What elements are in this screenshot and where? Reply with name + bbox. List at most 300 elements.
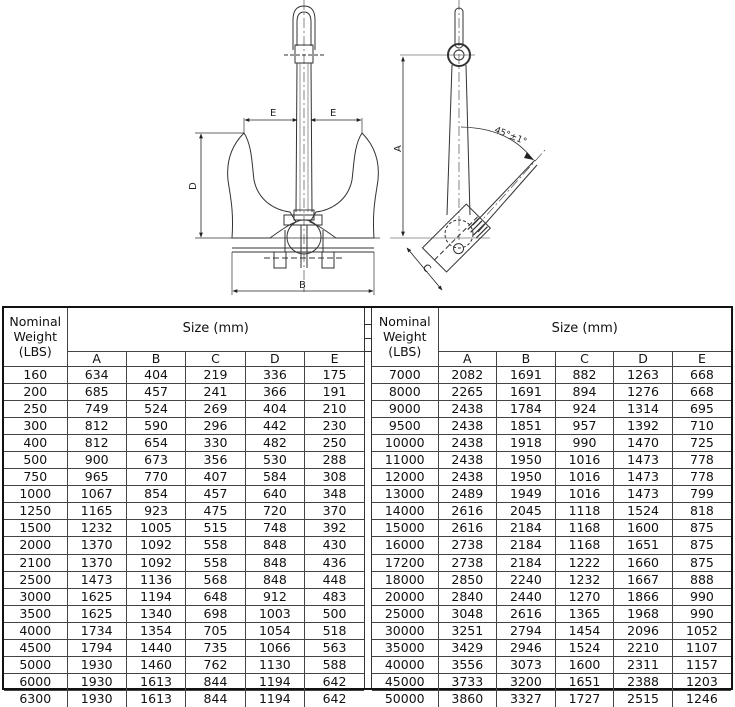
size-cell-b: 2184 [497, 554, 556, 571]
size-cell-e: 778 [672, 451, 731, 468]
size-cell-a: 2438 [438, 400, 497, 417]
size-cell-a: 2489 [438, 486, 497, 503]
nominal-weight-cell: 5000 [4, 657, 67, 674]
table-row [372, 588, 731, 605]
size-cell-e: 778 [672, 469, 731, 486]
table-row [4, 469, 364, 486]
size-cell-b: 1136 [126, 571, 185, 588]
size-cell-b: 1784 [497, 400, 556, 417]
size-cell-c: 1016 [555, 469, 614, 486]
size-cell-b: 770 [126, 469, 185, 486]
size-cell-c: 882 [555, 366, 614, 383]
size-cell-a: 685 [67, 383, 126, 400]
nominal-weight-cell: 2000 [4, 537, 67, 554]
nominal-weight-cell: 18000 [372, 571, 438, 588]
size-cell-e: 191 [305, 383, 364, 400]
nominal-weight-cell: 13000 [372, 486, 438, 503]
size-cell-b: 1950 [497, 469, 556, 486]
size-cell-b: 923 [126, 503, 185, 520]
size-cell-e: 308 [305, 469, 364, 486]
nominal-weight-header [4, 308, 67, 366]
size-cell-e: 370 [305, 503, 364, 520]
size-cell-d: 640 [245, 486, 304, 503]
size-cell-e: 990 [672, 605, 731, 622]
size-cell-c: 1454 [555, 622, 614, 639]
size-cell-b: 2946 [497, 640, 556, 657]
table-row [4, 588, 364, 605]
table-row [372, 469, 731, 486]
right-rows-body [372, 366, 731, 707]
size-cell-b: 1613 [126, 674, 185, 691]
size-cell-d: 1968 [614, 605, 673, 622]
size-cell-e: 175 [305, 366, 364, 383]
nominal-line-3: (LBS) [18, 344, 52, 360]
nominal-weight-cell: 2100 [4, 554, 67, 571]
size-cell-d: 1660 [614, 554, 673, 571]
size-cell-b: 2794 [497, 622, 556, 639]
size-cell-e: 990 [672, 588, 731, 605]
nominal-weight-cell: 250 [4, 400, 67, 417]
size-cell-e: 230 [305, 417, 364, 434]
size-cell-c: 1727 [555, 691, 614, 707]
nominal-weight-cell: 160 [4, 366, 67, 383]
size-cell-d: 2388 [614, 674, 673, 691]
left-rows-body [4, 366, 364, 707]
separator-tick [365, 324, 371, 325]
size-cell-d: 404 [245, 400, 304, 417]
table-row [372, 674, 731, 691]
dimension-d-label: D [188, 182, 199, 190]
size-cell-d: 1473 [614, 486, 673, 503]
size-cell-a: 1473 [67, 571, 126, 588]
nominal-weight-cell: 6300 [4, 691, 67, 707]
size-cell-b: 2240 [497, 571, 556, 588]
size-cell-b: 1092 [126, 537, 185, 554]
column-header-c: C [186, 351, 245, 366]
nominal-weight-cell: 17200 [372, 554, 438, 571]
size-cell-d: 848 [245, 554, 304, 571]
size-cell-a: 1930 [67, 691, 126, 707]
size-cell-d: 1194 [245, 691, 304, 707]
size-cell-e: 500 [305, 605, 364, 622]
separator-tick [365, 338, 371, 339]
size-cell-a: 2438 [438, 434, 497, 451]
size-cell-e: 563 [305, 640, 364, 657]
column-header-a: A [438, 351, 497, 366]
nominal-weight-cell: 11000 [372, 451, 438, 468]
table-row [372, 383, 731, 400]
size-cell-d: 1524 [614, 503, 673, 520]
table-row [372, 640, 731, 657]
table-row [372, 554, 731, 571]
size-cell-d: 1314 [614, 400, 673, 417]
size-cell-d: 2515 [614, 691, 673, 707]
table-row [4, 366, 364, 383]
column-header-d: D [614, 351, 673, 366]
size-cell-d: 1392 [614, 417, 673, 434]
size-cell-e: 799 [672, 486, 731, 503]
size-cell-a: 3429 [438, 640, 497, 657]
size-cell-c: 924 [555, 400, 614, 417]
size-cell-e: 725 [672, 434, 731, 451]
nominal-weight-cell: 12000 [372, 469, 438, 486]
table-row [372, 400, 731, 417]
size-cell-c: 705 [186, 622, 245, 639]
table-row [372, 571, 731, 588]
size-cell-a: 1067 [67, 486, 126, 503]
size-cell-c: 1016 [555, 451, 614, 468]
table-right-half [372, 308, 731, 707]
table-row [372, 434, 731, 451]
size-cell-b: 1092 [126, 554, 185, 571]
table-row [372, 486, 731, 503]
size-cell-b: 1851 [497, 417, 556, 434]
table-row [372, 605, 731, 622]
nominal-weight-cell: 4000 [4, 622, 67, 639]
size-cell-c: 515 [186, 520, 245, 537]
table-row [372, 451, 731, 468]
size-cell-d: 912 [245, 588, 304, 605]
size-cell-d: 1667 [614, 571, 673, 588]
size-cell-a: 2265 [438, 383, 497, 400]
nominal-weight-cell: 7000 [372, 366, 438, 383]
size-cell-c: 356 [186, 451, 245, 468]
nominal-weight-cell: 15000 [372, 520, 438, 537]
table-row [4, 554, 364, 571]
nominal-weight-cell: 300 [4, 417, 67, 434]
size-cell-d: 366 [245, 383, 304, 400]
size-cell-b: 1440 [126, 640, 185, 657]
column-header-e: E [672, 351, 731, 366]
size-cell-a: 2738 [438, 554, 497, 571]
table-row [372, 657, 731, 674]
size-cell-e: 668 [672, 366, 731, 383]
size-cell-b: 3200 [497, 674, 556, 691]
table-row [4, 657, 364, 674]
size-cell-c: 648 [186, 588, 245, 605]
size-cell-c: 1222 [555, 554, 614, 571]
size-cell-c: 957 [555, 417, 614, 434]
size-group-header: Size (mm) [67, 308, 364, 351]
size-cell-b: 2184 [497, 537, 556, 554]
size-cell-e: 348 [305, 486, 364, 503]
size-cell-c: 1118 [555, 503, 614, 520]
size-cell-d: 336 [245, 366, 304, 383]
nominal-weight-cell: 400 [4, 434, 67, 451]
size-cell-c: 894 [555, 383, 614, 400]
size-cell-c: 219 [186, 366, 245, 383]
size-cell-a: 812 [67, 434, 126, 451]
nominal-weight-cell: 200 [4, 383, 67, 400]
size-cell-a: 1625 [67, 605, 126, 622]
nominal-weight-cell: 4500 [4, 640, 67, 657]
size-cell-e: 818 [672, 503, 731, 520]
size-cell-d: 748 [245, 520, 304, 537]
size-cell-d: 1263 [614, 366, 673, 383]
size-cell-c: 457 [186, 486, 245, 503]
table-row [372, 503, 731, 520]
dimension-c-label: C [419, 262, 433, 276]
size-cell-c: 844 [186, 674, 245, 691]
size-cell-e: 436 [305, 554, 364, 571]
size-cell-a: 2438 [438, 451, 497, 468]
size-cell-e: 1052 [672, 622, 731, 639]
table-row [372, 366, 731, 383]
column-header-b: B [126, 351, 185, 366]
size-cell-a: 3048 [438, 605, 497, 622]
size-cell-b: 1613 [126, 691, 185, 707]
column-header-e: E [305, 351, 364, 366]
dimension-e-left-label: E [270, 108, 277, 119]
nominal-line-3: (LBS) [388, 344, 422, 360]
table-row [4, 400, 364, 417]
size-cell-b: 1354 [126, 622, 185, 639]
separator-tick [365, 351, 371, 352]
table-row [4, 674, 364, 691]
size-cell-a: 2438 [438, 469, 497, 486]
size-cell-b: 1691 [497, 366, 556, 383]
nominal-weight-cell: 45000 [372, 674, 438, 691]
size-cell-e: 1157 [672, 657, 731, 674]
table-row [372, 537, 731, 554]
size-cell-a: 1370 [67, 537, 126, 554]
size-cell-e: 1203 [672, 674, 731, 691]
size-cell-c: 1232 [555, 571, 614, 588]
size-cell-e: 888 [672, 571, 731, 588]
nominal-weight-cell: 750 [4, 469, 67, 486]
table-row [372, 691, 731, 707]
nominal-weight-cell: 9500 [372, 417, 438, 434]
table-row [4, 451, 364, 468]
nominal-weight-cell: 3500 [4, 605, 67, 622]
dimension-b-label: B [299, 280, 306, 291]
size-cell-d: 848 [245, 571, 304, 588]
table-row [4, 503, 364, 520]
nominal-line-1: Nominal [378, 314, 431, 330]
size-cell-d: 1473 [614, 469, 673, 486]
table-row [4, 571, 364, 588]
table-row [4, 691, 364, 707]
anchor-technical-drawing [0, 0, 735, 300]
size-cell-c: 558 [186, 554, 245, 571]
nominal-weight-header [372, 308, 438, 366]
nominal-weight-cell: 2500 [4, 571, 67, 588]
nominal-weight-cell: 25000 [372, 605, 438, 622]
size-cell-e: 392 [305, 520, 364, 537]
nominal-weight-cell: 50000 [372, 691, 438, 707]
size-cell-a: 2082 [438, 366, 497, 383]
size-cell-d: 2096 [614, 622, 673, 639]
size-cell-b: 2184 [497, 520, 556, 537]
nominal-weight-cell: 6000 [4, 674, 67, 691]
size-cell-a: 1232 [67, 520, 126, 537]
size-cell-e: 210 [305, 400, 364, 417]
column-header-a: A [67, 351, 126, 366]
nominal-weight-cell: 9000 [372, 400, 438, 417]
size-cell-a: 1625 [67, 588, 126, 605]
angle-label: 45°±1° [492, 125, 528, 148]
size-cell-c: 1168 [555, 537, 614, 554]
size-cell-e: 250 [305, 434, 364, 451]
size-cell-d: 1470 [614, 434, 673, 451]
nominal-line-1: Nominal [9, 314, 62, 330]
size-cell-d: 1651 [614, 537, 673, 554]
size-cell-b: 3327 [497, 691, 556, 707]
size-cell-e: 668 [672, 383, 731, 400]
nominal-weight-cell: 3000 [4, 588, 67, 605]
dimension-e-right-label: E [330, 108, 337, 119]
size-cell-c: 1270 [555, 588, 614, 605]
size-cell-c: 1365 [555, 605, 614, 622]
size-cell-d: 442 [245, 417, 304, 434]
size-cell-d: 1473 [614, 451, 673, 468]
size-cell-e: 430 [305, 537, 364, 554]
size-cell-c: 990 [555, 434, 614, 451]
size-cell-b: 524 [126, 400, 185, 417]
size-cell-a: 1370 [67, 554, 126, 571]
size-cell-d: 2210 [614, 640, 673, 657]
size-cell-c: 269 [186, 400, 245, 417]
table-row [4, 622, 364, 639]
size-cell-b: 1460 [126, 657, 185, 674]
table-separator [365, 308, 372, 688]
size-cell-e: 695 [672, 400, 731, 417]
nominal-weight-cell: 14000 [372, 503, 438, 520]
nominal-line-2: Weight [13, 329, 58, 345]
size-cell-d: 1130 [245, 657, 304, 674]
table-row [4, 486, 364, 503]
column-header-d: D [245, 351, 304, 366]
size-cell-d: 2311 [614, 657, 673, 674]
size-cell-d: 584 [245, 469, 304, 486]
size-cell-a: 2738 [438, 537, 497, 554]
size-cell-e: 483 [305, 588, 364, 605]
size-cell-c: 296 [186, 417, 245, 434]
size-cell-e: 875 [672, 537, 731, 554]
table-row [4, 383, 364, 400]
size-cell-c: 1651 [555, 674, 614, 691]
size-cell-c: 330 [186, 434, 245, 451]
nominal-weight-cell: 10000 [372, 434, 438, 451]
column-header-c: C [555, 351, 614, 366]
size-cell-c: 735 [186, 640, 245, 657]
size-cell-b: 2045 [497, 503, 556, 520]
size-cell-b: 1918 [497, 434, 556, 451]
column-header-b: B [497, 351, 556, 366]
size-cell-b: 854 [126, 486, 185, 503]
size-cell-b: 1691 [497, 383, 556, 400]
size-cell-b: 404 [126, 366, 185, 383]
size-cell-c: 1524 [555, 640, 614, 657]
size-cell-b: 1950 [497, 451, 556, 468]
size-cell-b: 3073 [497, 657, 556, 674]
size-table-right [372, 308, 731, 707]
nominal-weight-cell: 35000 [372, 640, 438, 657]
anchor-diagram-svg [0, 0, 735, 300]
size-cell-b: 654 [126, 434, 185, 451]
size-cell-a: 3733 [438, 674, 497, 691]
size-cell-a: 1930 [67, 657, 126, 674]
size-cell-e: 875 [672, 554, 731, 571]
size-cell-a: 3860 [438, 691, 497, 707]
table-row [4, 417, 364, 434]
size-cell-d: 1276 [614, 383, 673, 400]
size-cell-a: 2616 [438, 503, 497, 520]
size-cell-a: 1930 [67, 674, 126, 691]
nominal-weight-cell: 8000 [372, 383, 438, 400]
table-left-half [4, 308, 365, 707]
size-cell-d: 1003 [245, 605, 304, 622]
front-view [195, 0, 380, 295]
table-row [4, 520, 364, 537]
size-cell-e: 588 [305, 657, 364, 674]
size-cell-b: 1005 [126, 520, 185, 537]
size-cell-c: 475 [186, 503, 245, 520]
size-cell-a: 965 [67, 469, 126, 486]
size-cell-b: 590 [126, 417, 185, 434]
nominal-weight-cell: 20000 [372, 588, 438, 605]
size-cell-d: 1194 [245, 674, 304, 691]
size-cell-e: 1246 [672, 691, 731, 707]
size-cell-c: 1600 [555, 657, 614, 674]
size-cell-d: 530 [245, 451, 304, 468]
size-cell-e: 642 [305, 674, 364, 691]
size-cell-c: 698 [186, 605, 245, 622]
nominal-weight-cell: 16000 [372, 537, 438, 554]
size-cell-d: 1866 [614, 588, 673, 605]
nominal-weight-cell: 1250 [4, 503, 67, 520]
nominal-weight-cell: 500 [4, 451, 67, 468]
table-row [4, 640, 364, 657]
size-cell-e: 288 [305, 451, 364, 468]
size-cell-c: 762 [186, 657, 245, 674]
size-cell-e: 1107 [672, 640, 731, 657]
size-cell-b: 457 [126, 383, 185, 400]
anchor-size-table [2, 306, 733, 707]
table-row [4, 605, 364, 622]
size-cell-a: 1794 [67, 640, 126, 657]
size-table-left [4, 308, 364, 707]
size-cell-a: 900 [67, 451, 126, 468]
size-cell-e: 875 [672, 520, 731, 537]
size-cell-a: 2850 [438, 571, 497, 588]
table-row [372, 417, 731, 434]
size-cell-b: 1194 [126, 588, 185, 605]
size-cell-a: 2840 [438, 588, 497, 605]
size-cell-d: 1600 [614, 520, 673, 537]
size-cell-c: 568 [186, 571, 245, 588]
size-cell-a: 2438 [438, 417, 497, 434]
size-cell-c: 407 [186, 469, 245, 486]
nominal-weight-cell: 30000 [372, 622, 438, 639]
size-cell-b: 2440 [497, 588, 556, 605]
size-cell-a: 3251 [438, 622, 497, 639]
table-row [372, 622, 731, 639]
size-cell-d: 720 [245, 503, 304, 520]
size-cell-d: 848 [245, 537, 304, 554]
nominal-line-2: Weight [382, 329, 427, 345]
size-cell-b: 673 [126, 451, 185, 468]
nominal-weight-cell: 40000 [372, 657, 438, 674]
size-cell-c: 558 [186, 537, 245, 554]
size-cell-d: 1054 [245, 622, 304, 639]
size-cell-c: 844 [186, 691, 245, 707]
size-cell-e: 710 [672, 417, 731, 434]
size-cell-e: 642 [305, 691, 364, 707]
size-cell-a: 1734 [67, 622, 126, 639]
size-cell-c: 1168 [555, 520, 614, 537]
size-cell-e: 518 [305, 622, 364, 639]
